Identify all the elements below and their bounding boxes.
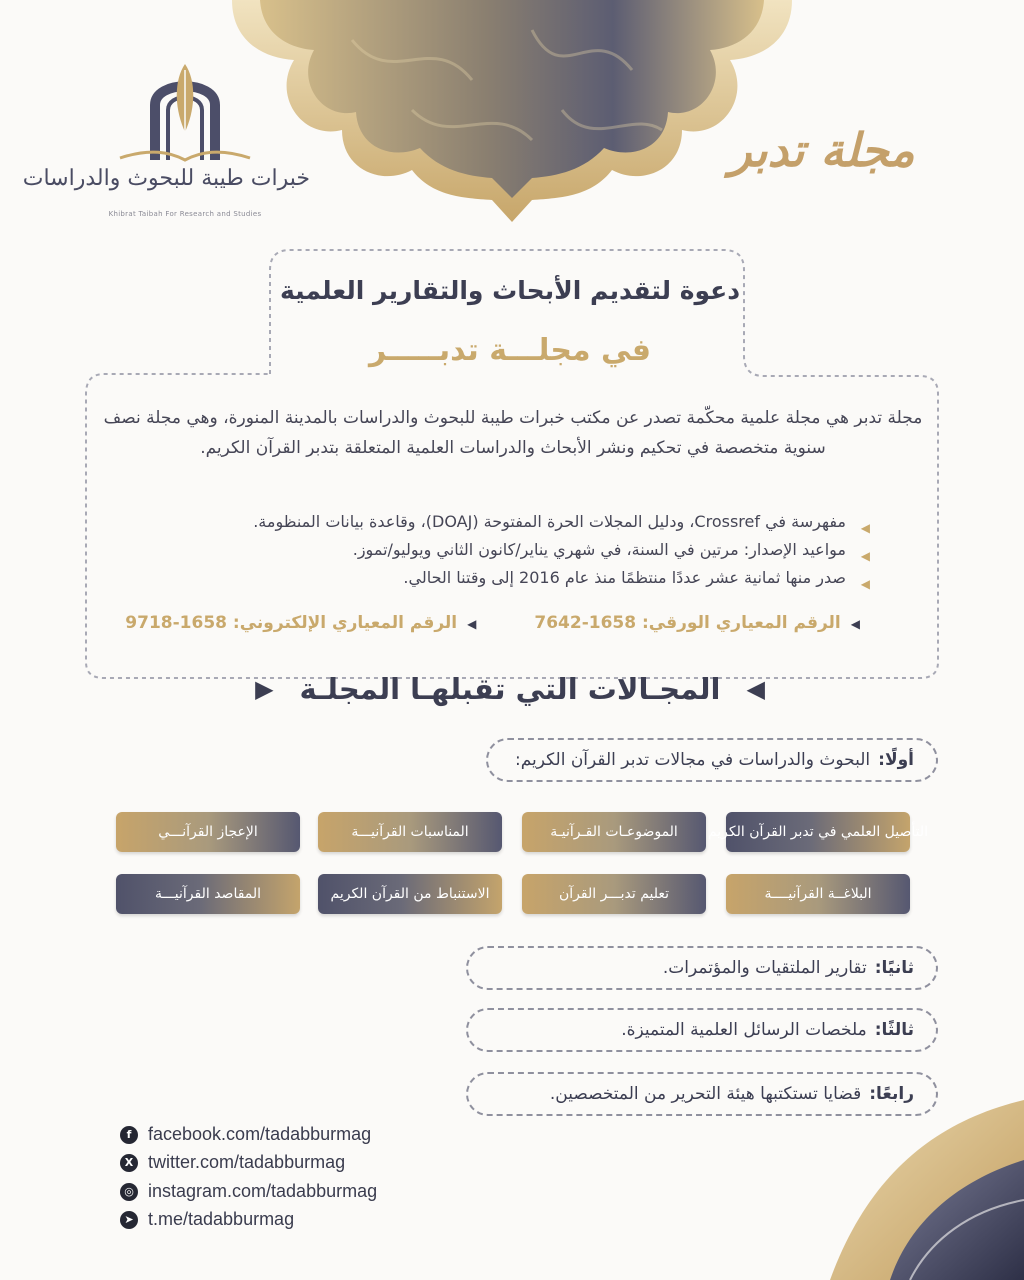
triangle-bullet-icon: ◀ (860, 549, 870, 563)
corner-ornament (760, 1080, 1024, 1280)
field-pill: الإعجاز القرآنـــي (116, 812, 300, 852)
organization-subtitle: Khibrat Taibah For Research and Studies (108, 210, 262, 218)
instagram-icon: ◎ (120, 1183, 138, 1201)
arch-quill-icon (60, 60, 310, 164)
section-third: ثالثًا: ملخصات الرسائل العلمية المتميزة. (466, 1008, 938, 1052)
facebook-icon: f (120, 1126, 138, 1144)
field-pill: الموضوعـات القـرآنيـة (522, 812, 706, 852)
call-heading: دعوة لتقديم الأبحاث والتقارير العلمية (279, 276, 741, 305)
triangle-bullet-icon: ◀ (860, 577, 870, 591)
social-facebook[interactable]: f facebook.com/tadabburmag (120, 1124, 371, 1145)
field-pill: تعليم تدبـــر القرآن (522, 874, 706, 914)
social-telegram[interactable]: ➤ t.me/tadabburmag (120, 1209, 294, 1230)
magazine-logo: مجلة تدبر (729, 123, 915, 177)
triangle-bullet-icon: ◀ (860, 521, 870, 535)
list-item: ◀ مواعيد الإصدار: مرتين في السنة، في شهري يناير/كانون الثاني ويوليو/تموز. (100, 536, 870, 564)
field-pill: التأصيل العلمي في تدبر القرآن الكريم (726, 812, 910, 852)
issn-electronic: ◀الرقم المعياري الإلكتروني: 1658-9718 (125, 613, 477, 633)
social-instagram[interactable]: ◎ instagram.com/tadabburmag (120, 1181, 377, 1202)
social-twitter[interactable]: X twitter.com/tadabburmag (120, 1152, 345, 1173)
field-pill: الاستنباط من القرآن الكريم (318, 874, 502, 914)
info-bullets (100, 508, 870, 592)
intro-paragraph: مجلة تدبر هي مجلة علمية محكّمة تصدر عن مكتب خبرات طيبة للبحوث والدراسات بالمدينة المنورة، وهي مجلة نصف سنوية متخصصة في تحكيم ونشر الأبحاث والدراسات العلمية المتعلقة بتدبر القرآن الكريم. (103, 408, 923, 458)
section-second: ثانيًا: تقارير الملتقيات والمؤتمرات. (466, 946, 938, 990)
issn-print: ◀الرقم المعياري الورقي: 1658-7642 (534, 613, 860, 633)
field-pill: البلاغــة القرآنيــــة (726, 874, 910, 914)
issn-row (125, 613, 860, 633)
field-pill: المناسبات القرآنيـــة (318, 812, 502, 852)
organization-logo (22, 60, 310, 230)
list-item: ◀ مفهرسة في Crossref، ودليل المجلات الحرة المفتوحة (DOAJ)، وقاعدة بيانات المنظومة. (100, 508, 870, 536)
list-item: ◀ صدر منها ثمانية عشر عددًا منتظمًا منذ عام 2016 إلى وقتنا الحالي. (100, 564, 870, 592)
telegram-icon: ➤ (120, 1211, 138, 1229)
triangle-bullet-icon: ◀ (467, 617, 477, 631)
arrow-left-icon: ◀ (746, 675, 765, 703)
fields-heading: ◀ المجـالات التي تقبلهـا المجلـة ▶ (255, 672, 765, 706)
top-ornament (232, 0, 792, 222)
magazine-subheading: في مجلـــة تدبـــــر (368, 333, 652, 368)
organization-name: خبرات طيبة للبحوث والدراسات (22, 166, 310, 191)
arrow-right-icon: ▶ (255, 675, 274, 703)
field-pill: المقاصد القرآنيـــة (116, 874, 300, 914)
section-first: أولًا: البحوث والدراسات في مجالات تدبر القرآن الكريم: (486, 738, 938, 782)
section-fourth: رابعًا: قضايا تستكتبها هيئة التحرير من المتخصصين. (466, 1072, 938, 1116)
x-twitter-icon: X (120, 1154, 138, 1172)
triangle-bullet-icon: ◀ (850, 617, 860, 631)
